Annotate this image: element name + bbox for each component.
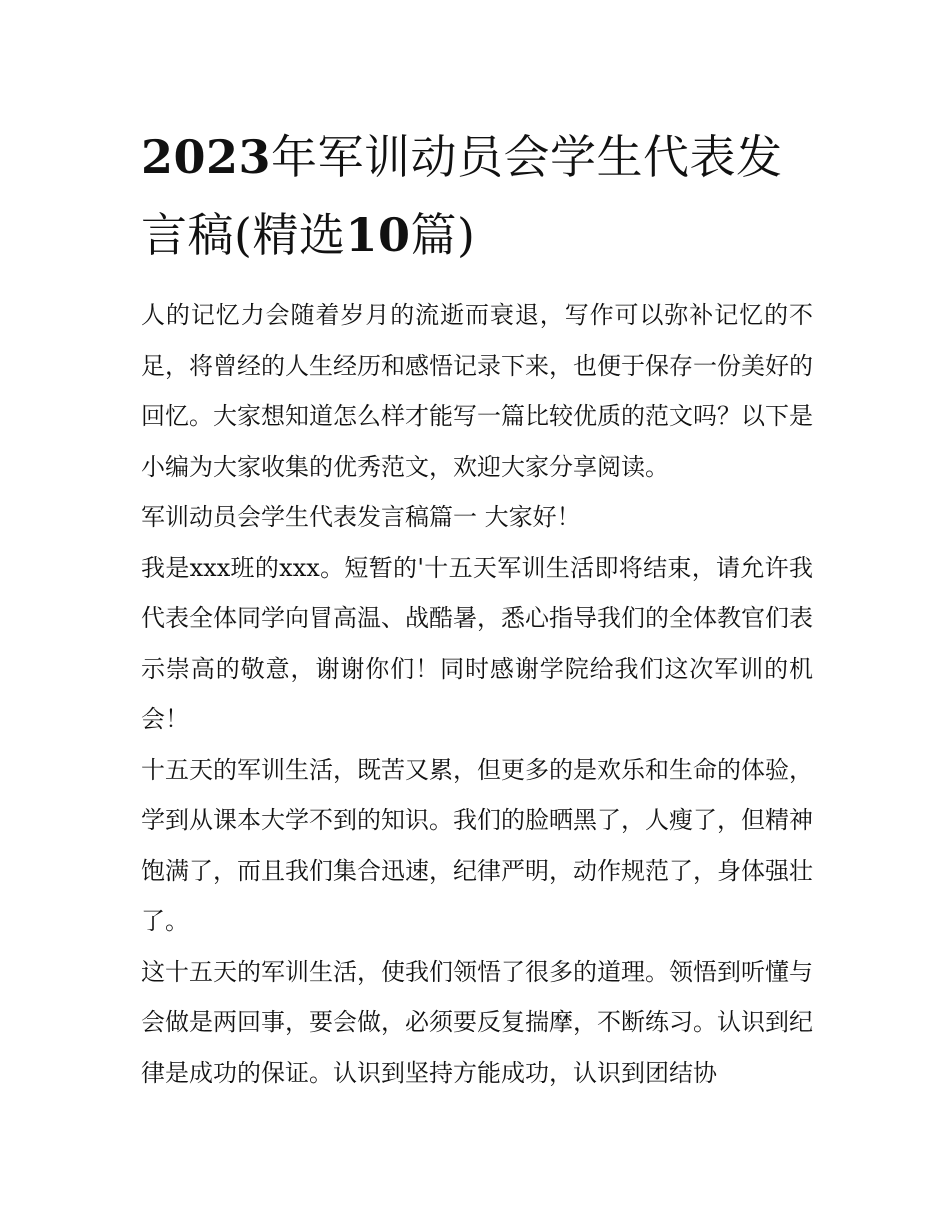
- title-count: 10: [345, 208, 411, 262]
- title-text-main: 年军训动员会学生代表发言稿(精选: [141, 130, 783, 262]
- title-year: 2023: [141, 130, 272, 184]
- paragraph-intro: 人的记忆力会随着岁月的流逝而衰退，写作可以弥补记忆的不足，将曾经的人生经历和感悟记录下来，也便于保存一份美好的回忆。大家想知道怎么样才能写一篇比较优质的范文吗？以下是小编为大家收集的优秀范文，欢迎大家分享阅读。: [141, 301, 813, 481]
- title-text-end: 篇): [410, 208, 476, 262]
- paragraph-training-life: 十五天的军训生活，既苦又累，但更多的是欢乐和生命的体验，学到从课本大学不到的知识。我们的脸晒黑了，人瘦了，但精神饱满了，而且我们集合迅速，纪律严明，动作规范了，身体强壮了。: [141, 755, 813, 935]
- paragraph-lessons: 这十五天的军训生活，使我们领悟了很多的道理。领悟到听懂与会做是两回事，要会做，必须要反复揣摩，不断练习。认识到纪律是成功的保证。认识到坚持方能成功，认识到团结协: [141, 957, 813, 1087]
- paragraph-section-heading: 军训动员会学生代表发言稿篇一 大家好！: [141, 503, 581, 531]
- paragraph-greeting: 我是xxx班的xxx。短暂的'十五天军训生活即将结束，请允许我代表全体同学向冒高温、战酷暑，悉心指导我们的全体教官们表示崇高的敬意，谢谢你们！同时感谢学院给我们这次军训的机会！: [141, 553, 813, 733]
- document-title: [141, 118, 813, 274]
- document-body: [141, 290, 813, 1098]
- document-content: [141, 118, 813, 1098]
